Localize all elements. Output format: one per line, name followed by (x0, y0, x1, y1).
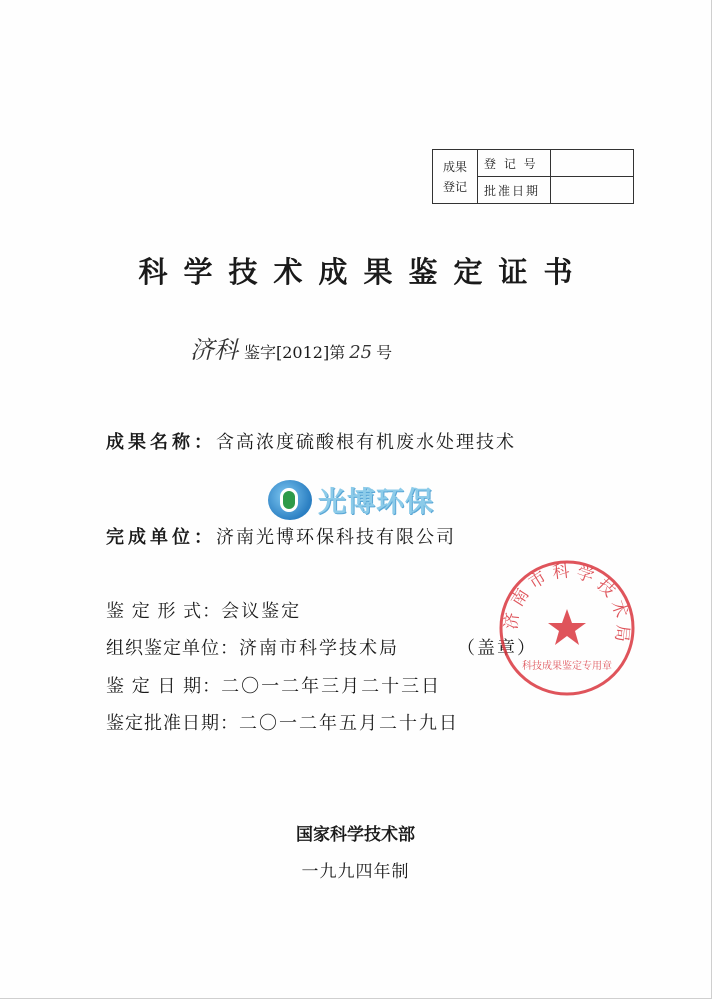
seal-star-icon (548, 609, 586, 645)
registration-number-label: 登 记 号 (478, 150, 551, 177)
handwritten-prefix: 济科 (190, 336, 238, 364)
document-number-printed: 鉴字[2012]第 (244, 343, 346, 362)
approval-date-label: 批准日期 (478, 177, 551, 204)
official-seal (496, 557, 638, 699)
organizing-unit-stamp-note: （盖章） (457, 638, 537, 659)
result-name-row (106, 428, 516, 454)
seal-outer-text: 济 南 市 科 学 技 术 局 (501, 561, 633, 643)
registration-number-value (551, 150, 634, 177)
issuer: 国家科学技术部 (296, 825, 415, 845)
approval-date-row (106, 709, 459, 735)
certificate-title: 科学技术成果鉴定证书 (138, 255, 589, 289)
logo-icon (268, 480, 312, 520)
registration-group-label-line1: 成果 (442, 159, 467, 174)
approval-date-field-label: 鉴定批准日期： (106, 713, 239, 734)
completion-unit-label: 完成单位： (106, 527, 216, 548)
logo-text: 光博环保 (318, 485, 435, 518)
approval-date-field-value: 二〇一二年五月二十九日 (239, 713, 459, 734)
completion-unit-value: 济南光博环保科技有限公司 (216, 527, 456, 548)
appraisal-date-label: 鉴 定 日 期： (106, 676, 222, 697)
registration-group-label (433, 150, 478, 204)
seal-inner-text: 科技成果鉴定专用章 (522, 661, 612, 672)
registration-group-label-line2: 登记 (442, 179, 467, 194)
organizing-unit-label: 组织鉴定单位： (106, 638, 239, 659)
handwritten-number: 25 (349, 342, 373, 363)
appraisal-date-value: 二〇一二年三月二十三日 (221, 676, 442, 697)
issue-year: 一九九四年制 (301, 862, 410, 882)
completion-unit-row (106, 523, 456, 549)
organizing-unit-row (106, 634, 537, 660)
appraisal-form-label: 鉴 定 形 式： (106, 601, 222, 622)
result-name-value: 含高浓度硫酸根有机废水处理技术 (216, 432, 516, 453)
organizing-unit-value: 济南市科学技术局 (239, 638, 399, 659)
appraisal-form-row (106, 597, 301, 623)
result-name-label: 成果名称： (106, 432, 216, 453)
company-logo (268, 480, 434, 520)
approval-date-value (551, 177, 634, 204)
appraisal-form-value: 会议鉴定 (221, 601, 302, 622)
appraisal-date-row (106, 672, 441, 698)
document-number (190, 330, 392, 365)
document-number-suffix: 号 (376, 343, 393, 362)
registration-box (432, 149, 634, 204)
